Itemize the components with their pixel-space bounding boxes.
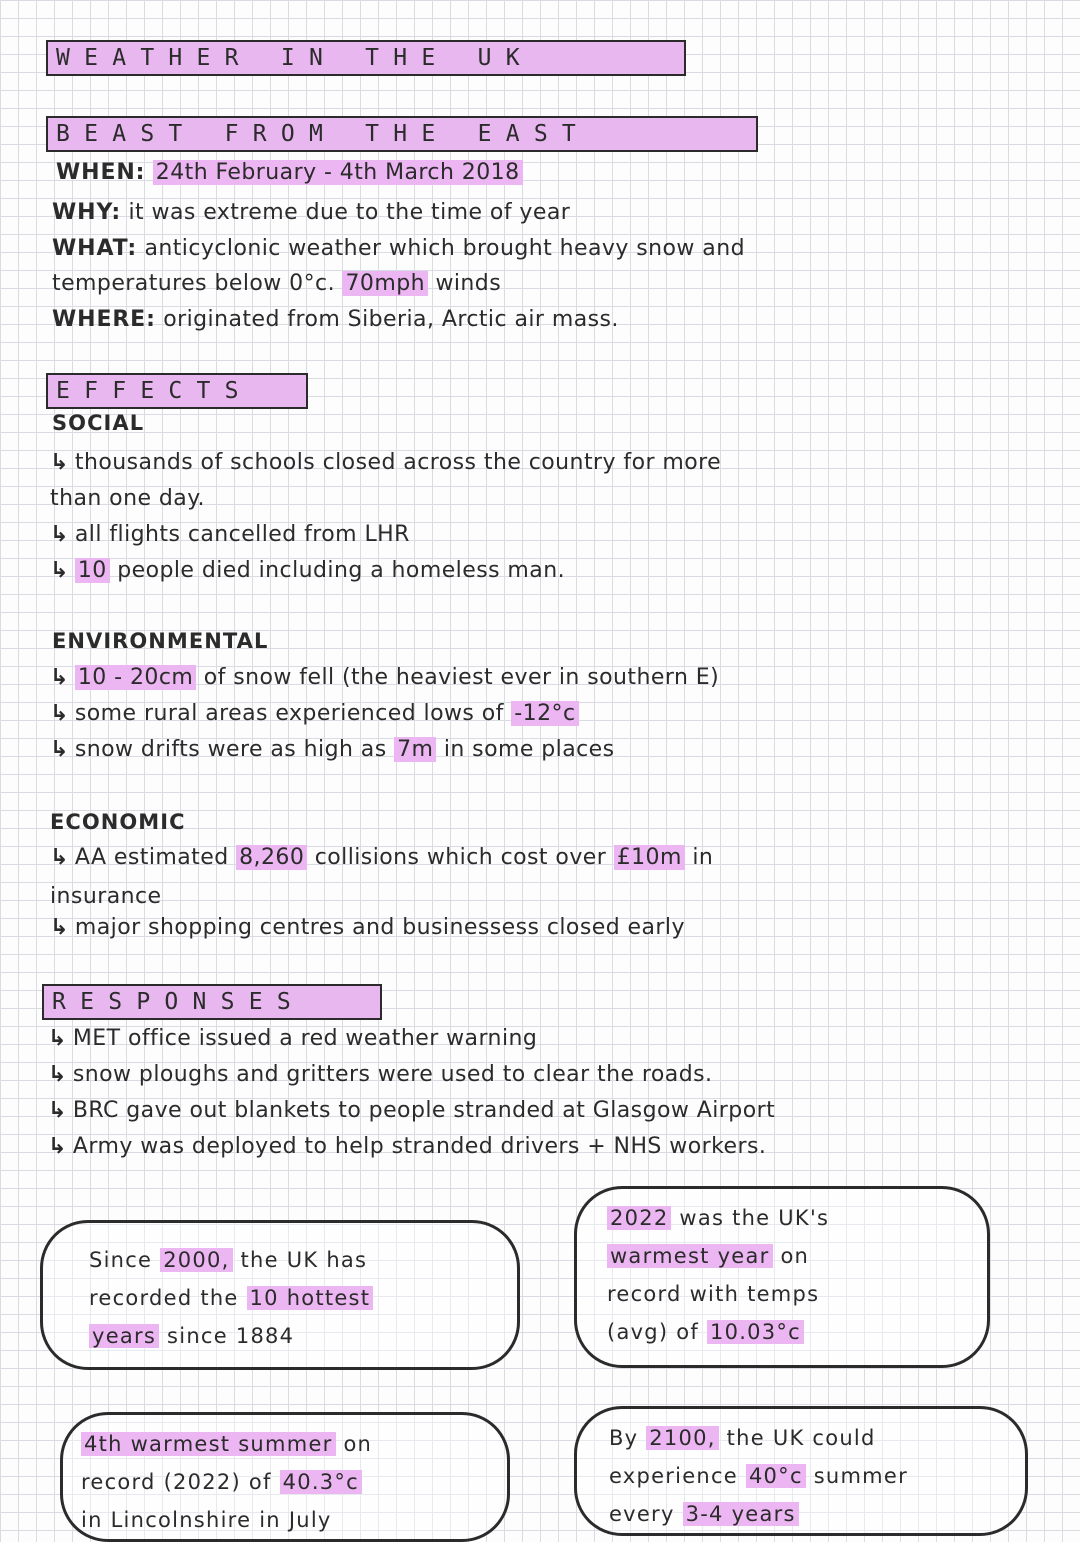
winds-text: winds [435,271,502,296]
page-title: WEATHER IN THE UK [46,40,686,76]
economic-item: ↳ major shopping centres and businessess closed early [50,915,685,940]
social-item: ↳ thousands of schools closed across the country for more [50,450,722,475]
when-row [56,158,523,188]
economic-item: ↳ AA estimated 8,260 collisions which cost over £10m in [50,845,714,870]
turn-arrow-icon: ↳ [50,665,69,690]
when-label: WHEN: [56,160,146,185]
social-heading: SOCIAL [52,411,145,435]
what-label: WHAT: [52,236,137,261]
environmental-item: ↳ 10 - 20cm of snow fell (the heaviest ever in southern E) [50,665,720,690]
turn-arrow-icon: ↳ [50,845,69,870]
why-row [52,198,570,228]
environmental-item: ↳ snow drifts were as high as 7m in some places [50,737,615,762]
response-item: ↳ BRC gave out blankets to people stranded at Glasgow Airport [48,1098,776,1123]
wind-speed: 70mph [342,271,428,296]
environmental-heading: ENVIRONMENTAL [52,629,269,653]
fact-cloud-future-summers: By 2100, the UK could experience 40°c summer every 3-4 years [574,1406,1028,1536]
turn-arrow-icon: ↳ [50,450,69,475]
response-item: ↳ snow ploughs and gritters were used to clear the roads. [48,1062,713,1087]
why-label: WHY: [52,200,122,225]
effects-title: EFFECTS [46,373,308,409]
turn-arrow-icon: ↳ [50,701,69,726]
environmental-item: ↳ some rural areas experienced lows of -12°c [50,699,579,729]
what-row-2 [52,269,501,299]
temperature-text: temperatures below 0°c. [52,271,336,296]
where-row [52,305,619,335]
social-item: ↳ 10 people died including a homeless man. [50,558,566,583]
economic-heading: ECONOMIC [50,810,186,834]
response-item: ↳ Army was deployed to help stranded drivers + NHS workers. [48,1134,767,1159]
what-row [52,234,745,264]
response-item: ↳ MET office issued a red weather warning [48,1026,538,1051]
social-item-cont: than one day. [50,486,205,511]
where-value: originated from Siberia, Arctic air mass. [163,307,619,332]
turn-arrow-icon: ↳ [50,915,69,940]
when-value: 24th February - 4th March 2018 [153,160,523,185]
responses-title: RESPONSES [42,984,382,1020]
turn-arrow-icon: ↳ [50,522,69,547]
fact-cloud-warmest-year: 2022 was the UK's warmest year on record with temps (avg) of 10.03°c [574,1186,990,1368]
economic-item-cont: insurance [50,884,162,909]
turn-arrow-icon: ↳ [48,1062,67,1087]
social-item: ↳ all flights cancelled from LHR [50,522,410,547]
turn-arrow-icon: ↳ [48,1134,67,1159]
turn-arrow-icon: ↳ [48,1098,67,1123]
turn-arrow-icon: ↳ [50,558,69,583]
where-label: WHERE: [52,307,156,332]
turn-arrow-icon: ↳ [50,737,69,762]
why-value: it was extreme due to the time of year [128,200,571,225]
what-value: anticyclonic weather which brought heavy snow and [144,236,746,261]
fact-cloud-hottest-years: Since 2000, the UK has recorded the 10 hottest years since 1884 [40,1220,520,1370]
turn-arrow-icon: ↳ [48,1026,67,1051]
fact-cloud-warmest-summer: 4th warmest summer on record (2022) of 40.3°c in Lincolnshire in July [60,1412,510,1542]
event-title: BEAST FROM THE EAST [46,116,758,152]
